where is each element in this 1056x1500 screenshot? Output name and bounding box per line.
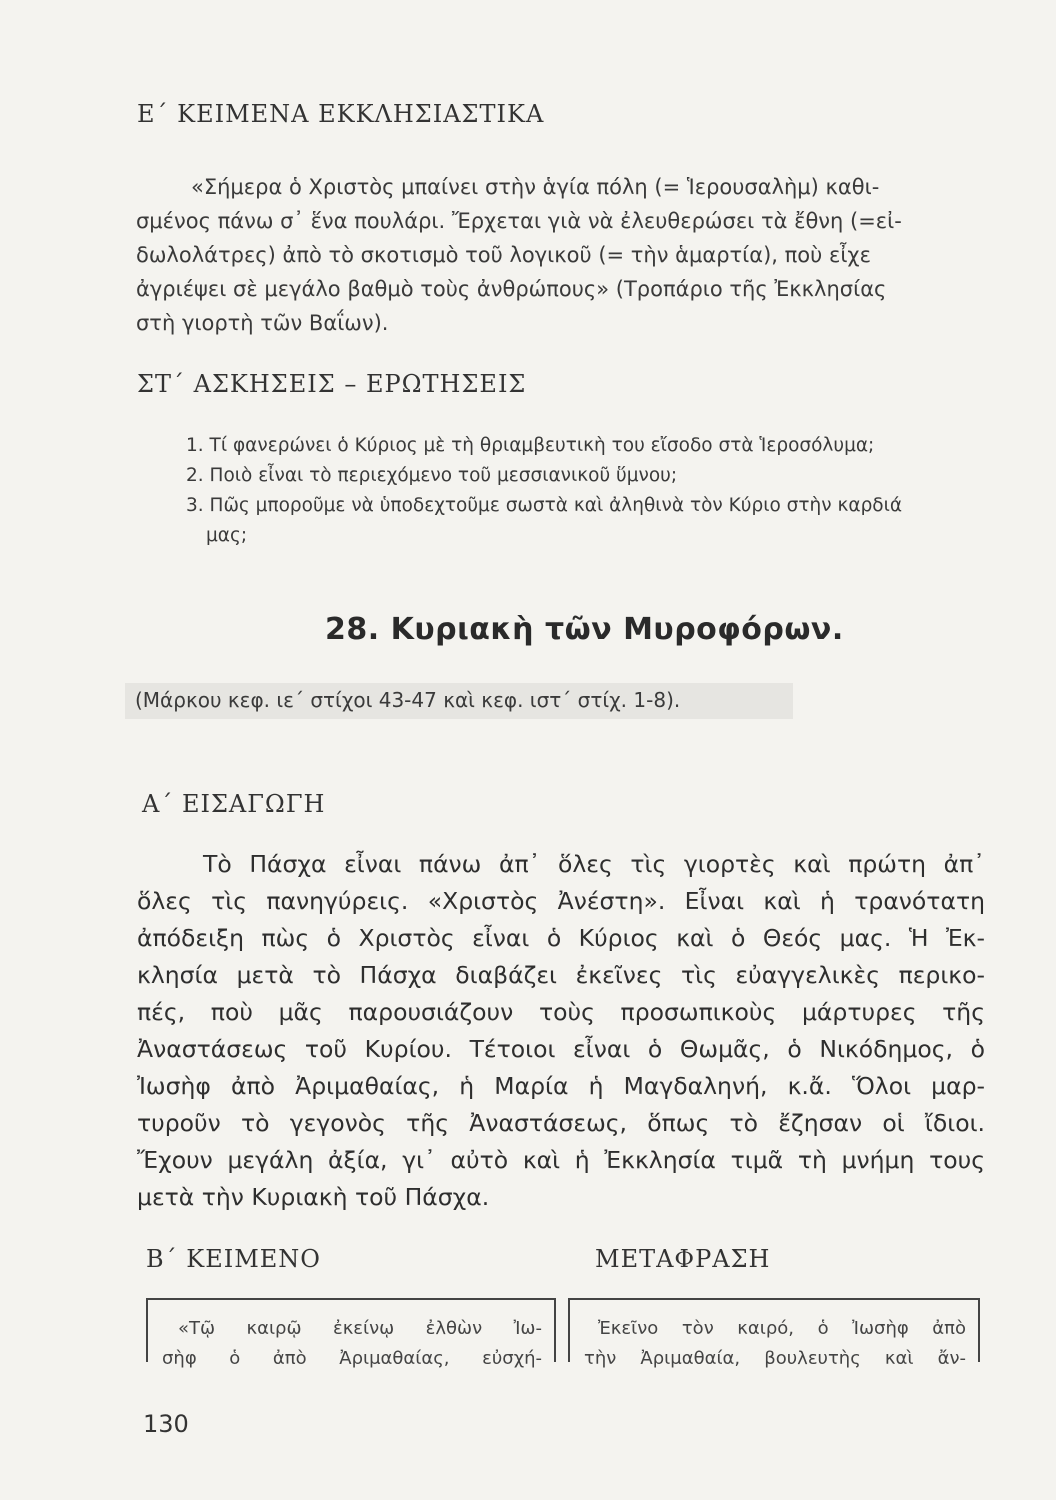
questions-list xyxy=(186,431,902,551)
translation-heading: ΜΕΤΑΦΡΑΣΗ xyxy=(595,1245,771,1273)
text-line: Τὸ Πάσχα εἶναι πάνω ἀπ᾽ ὅλες τὶς γιορτὲς καὶ πρώτη ἀπ᾽ xyxy=(203,850,985,878)
text-line: «Τῷ καιρῷ ἐκείνῳ ἐλθὼν Ἰω- xyxy=(178,1318,542,1339)
text-line: ἀπόδειξη πὼς ὁ Χριστὸς εἶναι ὁ Κύριος καὶ ὁ Θεός μας. Ἡ Ἐκ- xyxy=(137,924,985,952)
original-text-box xyxy=(146,1298,556,1369)
text-line: ὅλες τὶς πανηγύρεις. «Χριστὸς Ἀνέστη». Εἶναι καὶ ἡ τρανότατη xyxy=(137,887,985,915)
text-line: κλησία μετὰ τὸ Πάσχα διαβάζει ἐκεῖνες τὶς εὐαγγελικὲς περικο- xyxy=(137,961,985,989)
question-item-continuation: μας; xyxy=(206,525,248,546)
text-line: σὴφ ὁ ἀπὸ Ἀριμαθαίας, εὐσχή- xyxy=(162,1348,542,1369)
section-b-heading: Β΄ ΚΕΙΜΕΝΟ xyxy=(146,1245,321,1273)
text-line: πές, ποὺ μᾶς παρουσιάζουν τοὺς προσωπικοὺς μάρτυρες τῆς xyxy=(137,998,985,1026)
question-item: 1. Τί φανερώνει ὁ Κύριος μὲ τὴ θριαμβευτικὴ του εἴσοδο στὰ Ἱεροσόλυμα; xyxy=(186,435,875,456)
text-line: ἀγριέψει σὲ μεγάλο βαθμὸ τοὺς ἀνθρώπους» (Τροπάριο τῆς Ἐκκλησίας xyxy=(136,277,887,301)
text-line: Ἀναστάσεως τοῦ Κυρίου. Τέτοιοι εἶναι ὁ Θωμᾶς, ὁ Νικόδημος, ὁ xyxy=(137,1035,985,1063)
section-e-text xyxy=(136,170,988,340)
question-item: 3. Πῶς μποροῦμε νὰ ὑποδεχτοῦμε σωστὰ καὶ ἀληθινὰ τὸν Κύριο στὴν καρδιά xyxy=(186,495,903,516)
translation-text xyxy=(570,1300,978,1374)
section-a-text xyxy=(137,846,985,1216)
chapter-title: 28. Κυριακὴ τῶν Μυροφόρων. xyxy=(325,612,844,647)
text-line: δωλολάτρες) ἀπὸ τὸ σκοτισμὸ τοῦ λογικοῦ (= τὴν ἁμαρτία), ποὺ εἶχε xyxy=(136,243,871,267)
text-line: Ἔχουν μεγάλη ἀξία, γι᾽ αὐτὸ καὶ ἡ Ἐκκλησία τιμᾶ τὴ μνήμη τους xyxy=(137,1146,985,1174)
text-line: στὴ γιορτὴ τῶν Βαΐων). xyxy=(136,311,389,335)
original-text xyxy=(148,1300,554,1374)
text-line: τυροῦν τὸ γεγονὸς τῆς Ἀναστάσεως, ὅπως τὸ ἔζησαν οἱ ἴδιοι. xyxy=(137,1109,985,1137)
translation-box xyxy=(568,1298,980,1369)
text-line: τὴν Ἀριμαθαία, βουλευτὴς καὶ ἄν- xyxy=(584,1348,966,1369)
text-line: σμένος πάνω σ᾽ ἕνα πουλάρι. Ἔρχεται γιὰ νὰ ἐλευθερώσει τὰ ἔθνη (=εἰ- xyxy=(136,209,902,233)
section-a-heading: Α΄ ΕΙΣΑΓΩΓΗ xyxy=(142,790,326,818)
section-e-heading: Ε΄ ΚΕΙΜΕΝΑ ΕΚΚΛΗΣΙΑΣΤΙΚΑ xyxy=(137,100,545,128)
text-line: Ἐκεῖνο τὸν καιρό, ὁ Ἰωσὴφ ἀπὸ xyxy=(598,1318,966,1339)
question-item: 2. Ποιὸ εἶναι τὸ περιεχόμενο τοῦ μεσσιανικοῦ ὕμνου; xyxy=(186,465,678,486)
text-line: Ἰωσὴφ ἀπὸ Ἀριμαθαίας, ἡ Μαρία ἡ Μαγδαληνή, κ.ἄ. Ὅλοι μαρ- xyxy=(137,1072,985,1100)
text-line: μετὰ τὴν Κυριακὴ τοῦ Πάσχα. xyxy=(137,1183,490,1211)
page-number: 130 xyxy=(143,1410,189,1438)
section-st-heading: ΣΤ΄ ΑΣΚΗΣΕΙΣ – ΕΡΩΤΗΣΕΙΣ xyxy=(137,370,527,398)
chapter-reference: (Μάρκου κεφ. ιε΄ στίχοι 43-47 καὶ κεφ. ιστ΄ στίχ. 1-8). xyxy=(135,688,681,712)
text-line: «Σήμερα ὁ Χριστὸς μπαίνει στὴν ἁγία πόλη (= Ἱερουσαλὴμ) καθι- xyxy=(191,175,880,199)
